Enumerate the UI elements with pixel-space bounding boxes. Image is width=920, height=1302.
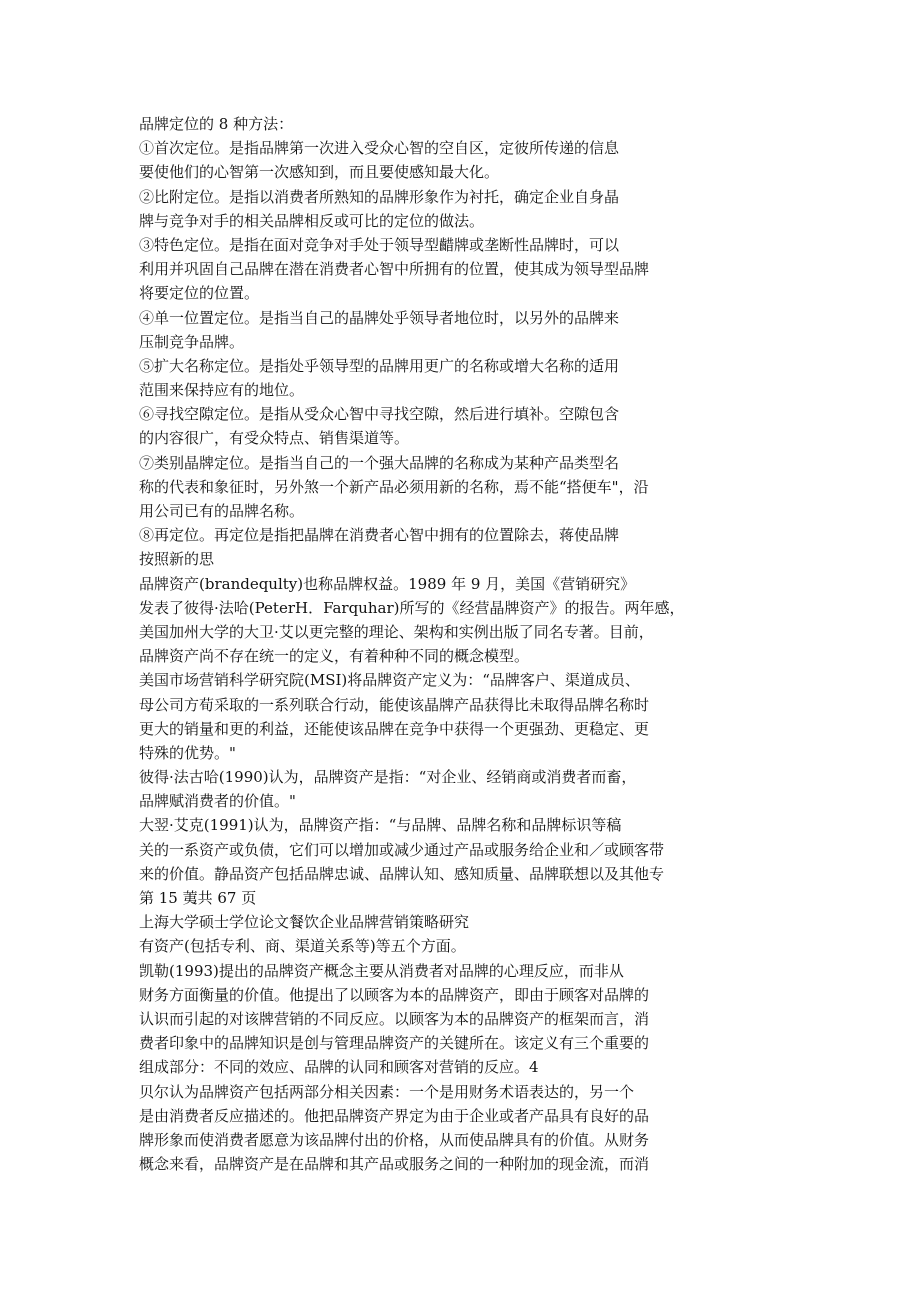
text-line: 范围来保持应有的地位。 [139, 381, 305, 400]
text-line: 认识而引起的对该牌营销的不同反应。以顾客为本的品牌资产的框架而言，消 [139, 1009, 650, 1028]
text-line: 发表了彼得·法哈(PeterH．Farquhar)所写的《经营晶牌资产》的报告。两年感， [139, 598, 685, 617]
text-line: 有资产(包括专利、商、渠道关系等)等五个方面。 [139, 937, 466, 956]
text-line: 美国市场营销科学研究院(MSI)将品牌资产定义为：“品牌客户、渠道成员、 [139, 671, 640, 690]
text-line: 费者印象中的品牌知识是创与管理品牌资产的关键所在。该定义有三个重要的 [139, 1034, 650, 1053]
text-line: ⑤扩大名称定位。是指处乎领导型的品牌用更广的名称或增大名称的适用 [139, 356, 620, 375]
text-line: 凯勒(1993)提出的品牌资产概念主要从消费者对品牌的心理反应，而非从 [139, 961, 624, 980]
text-line: 关的一系资产或负债，它们可以增加或减少通过产品或服务给企业和／或顾客带 [139, 840, 665, 859]
text-line: 概念来看，品牌资产是在品牌和其产品或服务之间的一种附加的现金流，而消 [139, 1155, 650, 1174]
text-line: 来的价值。静品资产包括品牌忠诚、品牌认知、感知质量、品牌联想以及其他专 [139, 864, 665, 883]
text-line: 称的代表和象征时，另外煞一个新产品必须用新的名称，焉不能“搭便车"，沿 [139, 477, 649, 496]
text-line: 美国加州大学的大卫·艾以更完整的理论、架构和实例出版了同名专著。目前， [139, 622, 654, 641]
text-line: 品牌赋消费者的价值。" [139, 792, 296, 811]
text-line: ⑥寻找空隙定位。是指从受众心智中寻找空隙，然后进行填补。空隙包含 [139, 405, 620, 424]
text-line: 用公司已有的品牌名称。 [139, 502, 305, 520]
text-line: ④单一位置定位。是指当自己的晶牌处乎领导者地位时，以另外的品牌来 [139, 308, 620, 327]
document-body [139, 112, 719, 1176]
text-line: 按照新的思 [139, 550, 215, 569]
text-line: 贝尔认为品牌资产包括两部分相关因素：一个是用财务术语表达的，另一个 [139, 1082, 635, 1101]
text-line: 更大的销量和更的利益，还能使该品牌在竞争中获得一个更强劲、更稳定、更 [139, 719, 650, 738]
text-line: ②比附定位。是指以消费者所熟知的品牌形象作为衬托，确定企业自身晶 [139, 187, 620, 206]
text-line: 是由消费者反应描述的。他把品牌资产界定为由于企业或者产品具有良好的品 [139, 1106, 650, 1125]
text-line: 利用并巩固自己品牌在潜在消费者心智中所拥有的位置，使其成为领导型品牌 [139, 260, 650, 279]
text-line: 母公司方荀采取的一系列联合行动，能使该晶牌产品获得比未取得品牌名称时 [139, 695, 650, 714]
text-line: 品牌资产尚不存在统一的定义，有着种种不同的概念模型。 [139, 647, 530, 666]
text-line: 将要定位的位置。 [139, 284, 260, 303]
text-line: ⑦类别晶牌定位。是指当自己的一个强大品牌的名称成为某种产品类型名 [139, 453, 620, 472]
text-line: 压制竞争品牌。 [139, 332, 245, 351]
section-heading: 品牌定位的 8 种方法： [139, 115, 294, 133]
page-number-line: 第 15 荑共 67 页 [139, 889, 257, 907]
text-line: ③特色定位。是指在面对竞争对手处于领导型齰牌或垄断性品牌时，可以 [139, 235, 620, 254]
text-line: ⑧再定位。再定位是指把晶牌在消费者心智中拥有的位置除去，蒋使品牌 [139, 526, 620, 545]
text-line: 的内容很广，有受众特点、销售渠道等。 [139, 429, 410, 448]
text-line: ①首次定位。是指品牌第一次进入受众心智的空自区，定彼所传递的信息 [139, 139, 620, 158]
text-line: 牌与竞争对手的相关品牌相反或可比的定位的做法。 [139, 211, 485, 230]
text-line: 财务方面衡量的价值。他提出了以顾客为本的品牌资产，即由于顾客对品牌的 [139, 985, 650, 1004]
text-line: 彼得·法古哈(1990)认为，品牌资产是指：“对企业、经销商或消费者而畜， [139, 768, 637, 787]
text-line: 大翌·艾克(1991)认为，品牌资产指：“与品牌、品牌名称和品牌标识等稿 [139, 816, 622, 835]
running-header-line: 上海大学硕士学位论文餐饮企业品牌营销策略研究 [139, 913, 470, 932]
text-line: 品牌资产(brandequlty)也称品牌权益。1989 年 9 月，美国《营销研究》 [139, 574, 636, 593]
text-line: 组成部分：不同的效应、品牌的认同和顾客对营销的反应。4 [139, 1058, 539, 1077]
text-line: 要使他们的心智第一次感知到，而且要使感知最大化。 [139, 163, 500, 182]
text-line: 特殊的优势。" [139, 743, 236, 762]
text-line: 牌形象而使消费者愿意为该品牌付出的价格，从而使品牌具有的价值。从财务 [139, 1130, 650, 1149]
